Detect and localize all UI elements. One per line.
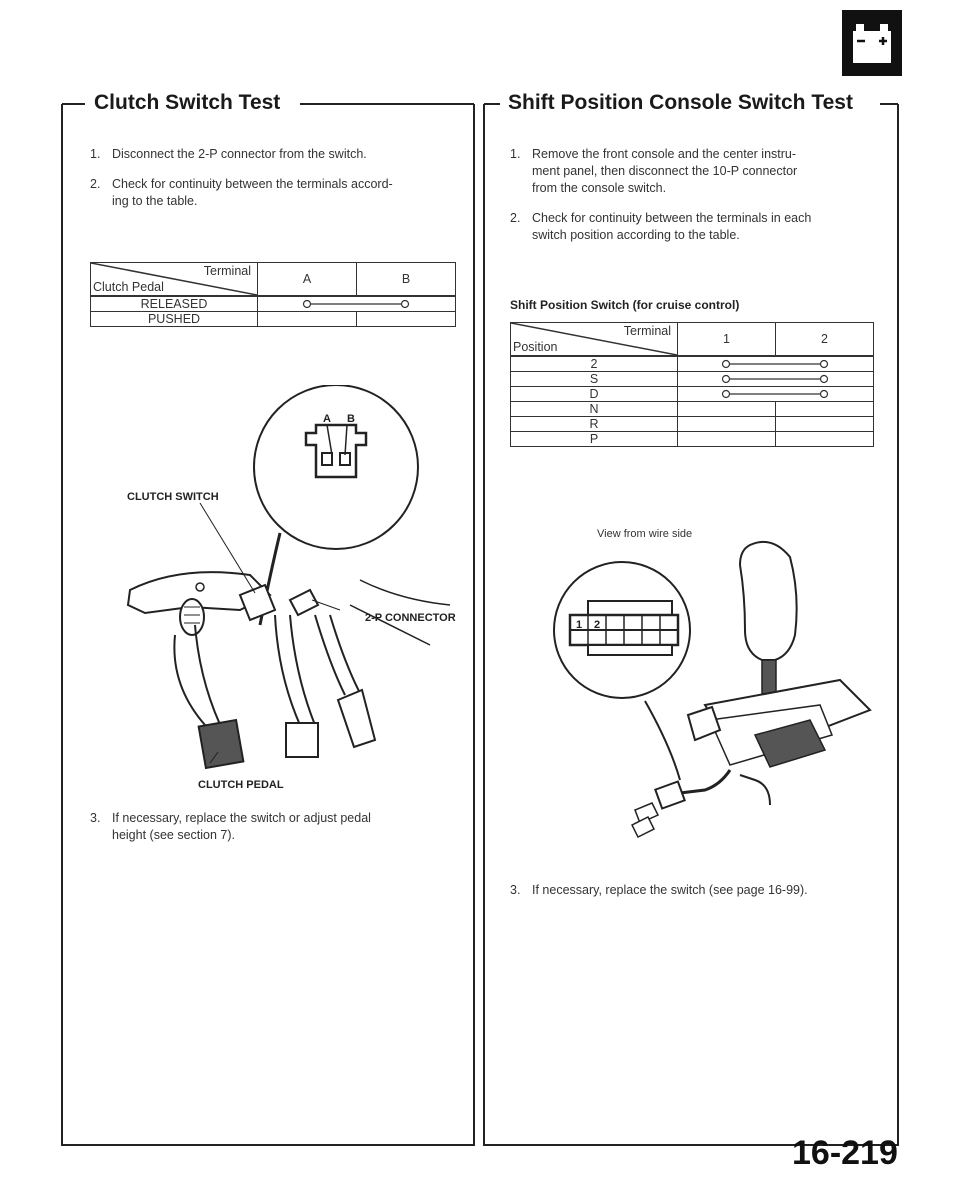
clutch-table-header-corner: Terminal Clutch Pedal — [91, 263, 258, 297]
row-label: S — [511, 372, 678, 387]
row-label: N — [511, 402, 678, 417]
table-row — [511, 387, 874, 402]
shift-console-illustration — [540, 535, 885, 865]
clutch-switch-label: CLUTCH SWITCH — [127, 491, 219, 503]
shift-col-2: 2 — [776, 323, 874, 357]
clutch-continuity-table — [90, 262, 456, 327]
table-row — [91, 296, 456, 312]
continuity-cell — [678, 356, 874, 372]
row-label: P — [511, 432, 678, 447]
continuity-cell — [678, 387, 874, 402]
row-label: PUSHED — [91, 312, 258, 327]
shift-continuity-table — [510, 322, 874, 447]
clutch-switch-illustration — [100, 385, 470, 785]
connector-label: 2-P CONNECTOR — [365, 612, 456, 624]
page-number: 16-219 — [792, 1134, 898, 1172]
table-row — [511, 402, 874, 417]
clutch-col-b: B — [357, 263, 456, 297]
right-step-2: 2. Check for continuity between the terminals in each switch position according to the table. — [510, 211, 812, 242]
clutch-switch-test-title: Clutch Switch Test — [88, 90, 286, 116]
right-step-1: 1. Remove the front console and the center instru- ment panel, then disconnect the 10-P connector from the console switch. — [510, 147, 798, 195]
row-label: D — [511, 387, 678, 402]
continuity-cell — [258, 296, 456, 312]
clutch-pedal-label: CLUTCH PEDAL — [198, 779, 284, 791]
table-row — [511, 372, 874, 387]
view-from-wire-side-label: View from wire side — [597, 528, 693, 540]
clutch-col-a: A — [258, 263, 357, 297]
left-step-3: 3. If necessary, replace the switch or adjust pedal height (see section 7). — [90, 811, 371, 842]
pin-2-label: 2 — [593, 619, 601, 631]
terminal-a-label: A — [323, 413, 331, 425]
terminal-b-label: B — [347, 413, 355, 425]
left-step-2: 2. Check for continuity between the terminals accord- ing to the table. — [90, 177, 393, 208]
shift-table-caption: Shift Position Switch (for cruise control) — [510, 298, 740, 312]
pin-1-label: 1 — [575, 619, 583, 631]
row-label: RELEASED — [91, 296, 258, 312]
shift-table-header-corner: Terminal Position — [511, 323, 678, 357]
row-label: 2 — [511, 356, 678, 372]
row-label: R — [511, 417, 678, 432]
table-row — [511, 432, 874, 447]
table-row — [511, 417, 874, 432]
shift-position-test-title: Shift Position Console Switch Test — [502, 90, 859, 116]
table-row — [511, 356, 874, 372]
table-row — [91, 312, 456, 327]
continuity-cell — [678, 372, 874, 387]
shift-col-1: 1 — [678, 323, 776, 357]
